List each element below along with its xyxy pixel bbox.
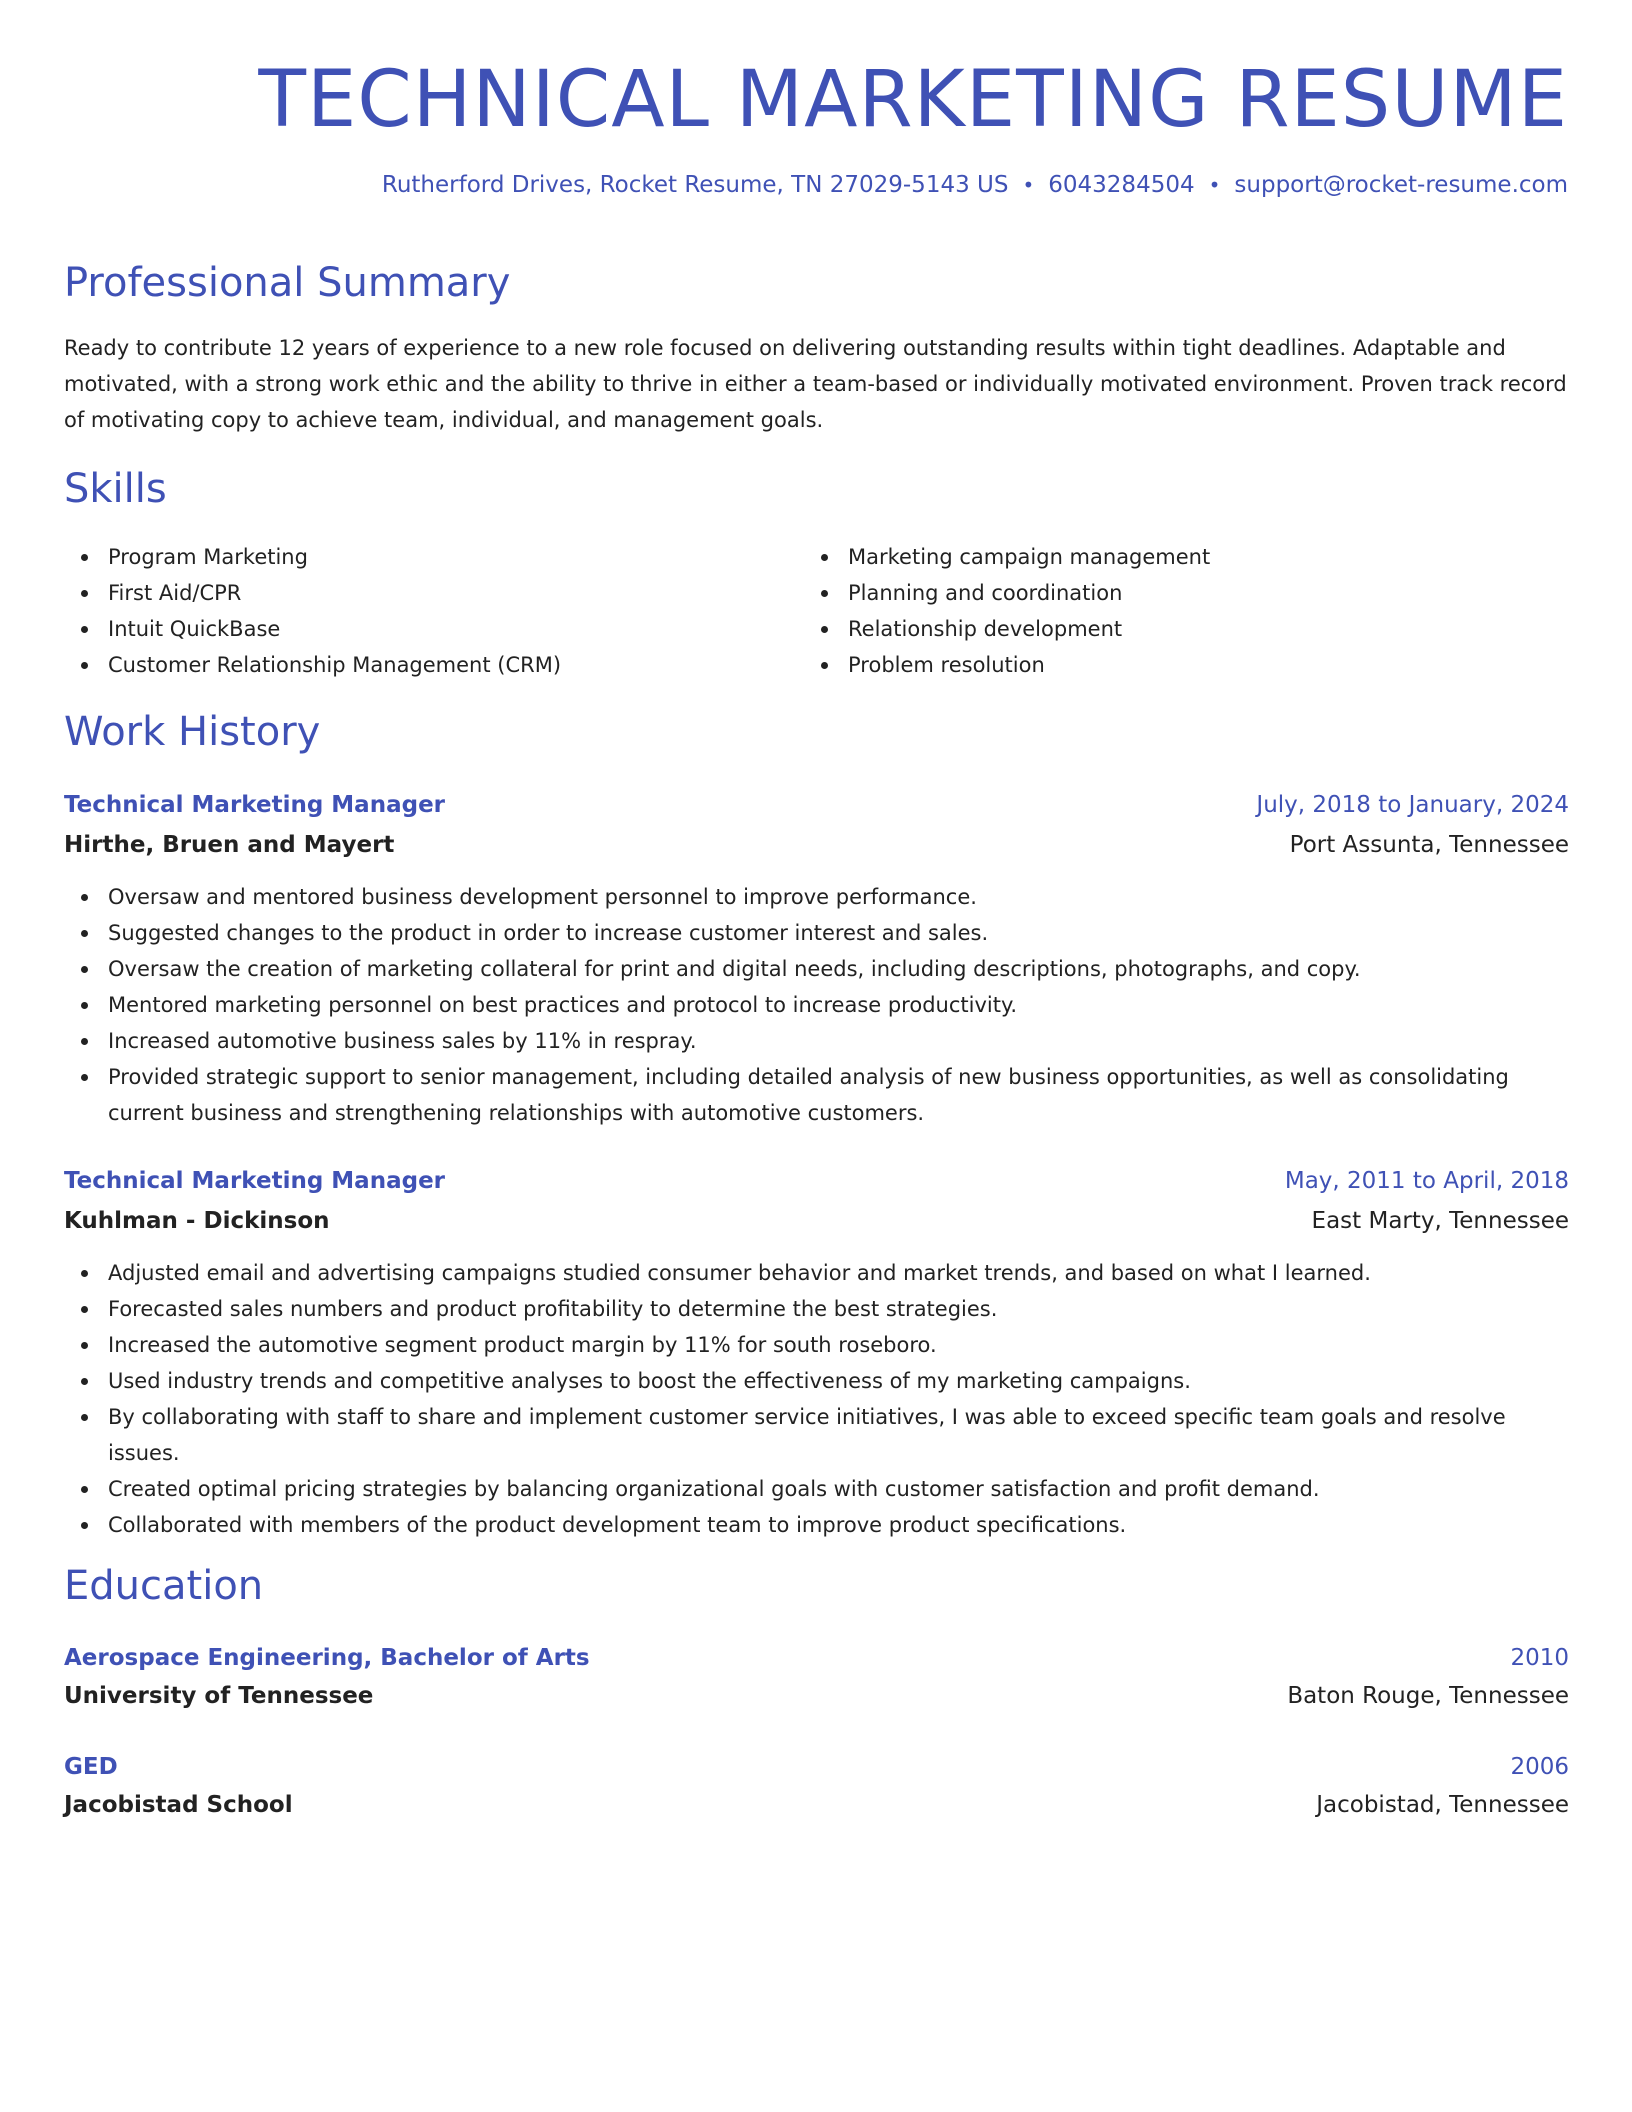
job-company-row <box>64 827 1569 863</box>
job-company: Kuhlman - Dickinson <box>64 1208 330 1234</box>
skill-item: Program Marketing <box>64 539 804 575</box>
job-duty: Created optimal pricing strategies by balancing organizational goals with customer satisfaction and profit demand. <box>64 1471 1569 1507</box>
job-duty: Provided strategic support to senior management, including detailed analysis of new business opportunities, as well as consolidating current business and strengthening relationships with automotive customers. <box>64 1059 1569 1131</box>
contact-email: support@rocket-resume.com <box>1234 172 1568 198</box>
job-duty: Used industry trends and competitive analyses to boost the effectiveness of my marketing campaigns. <box>64 1363 1569 1399</box>
education-degree-row <box>64 1749 1569 1785</box>
job-title: Technical Marketing Manager <box>64 792 446 818</box>
contact-separator: • <box>1208 173 1221 197</box>
skill-item: Relationship development <box>804 611 1544 647</box>
skill-item: Intuit QuickBase <box>64 611 804 647</box>
summary-text: Ready to contribute 12 years of experience to a new role focused on delivering outstanding results within tight deadlines. Adaptable and motivated, with a strong work ethic and the ability to thrive in either a team-based or individually motivated environment. Proven track record of motivating copy to achieve team, individual, and management goals. <box>64 336 1567 432</box>
education-location: Jacobistad, Tennessee <box>1316 1792 1569 1818</box>
education-degree-row <box>64 1640 1569 1676</box>
education-school-row <box>64 1678 1569 1714</box>
job-duty: Forecasted sales numbers and product profitability to determine the best strategies. <box>64 1291 1569 1327</box>
job-duty: Collaborated with members of the product development team to improve product specifications. <box>64 1507 1569 1543</box>
skill-item: Planning and coordination <box>804 575 1544 611</box>
job-location: East Marty, Tennessee <box>1311 1208 1569 1234</box>
education-school-row <box>64 1787 1569 1823</box>
education-degree: GED <box>64 1754 118 1780</box>
education-year: 2006 <box>1510 1754 1569 1780</box>
work-history-heading: Work History <box>64 709 321 755</box>
job-duties-list <box>64 1255 1569 1543</box>
contact-line <box>382 172 1568 198</box>
summary-heading: Professional Summary <box>64 260 511 306</box>
education-year: 2010 <box>1510 1645 1569 1671</box>
job-duties-list <box>64 879 1569 1131</box>
resume-title: TECHNICAL MARKETING RESUME <box>258 55 1568 145</box>
skill-item: First Aid/CPR <box>64 575 804 611</box>
job-title-row <box>64 787 1569 823</box>
contact-address: Rutherford Drives, Rocket Resume, TN 27029-5143 US <box>381 172 1009 198</box>
skills-list <box>64 539 1569 683</box>
job-title-row <box>64 1163 1569 1199</box>
job-duty: Increased the automotive segment product margin by 11% for south roseboro. <box>64 1327 1569 1363</box>
skill-item: Customer Relationship Management (CRM) <box>64 647 804 683</box>
job-duty: Oversaw and mentored business development personnel to improve performance. <box>64 879 1569 915</box>
contact-separator: • <box>1022 173 1035 197</box>
skill-item: Problem resolution <box>804 647 1544 683</box>
skills-heading: Skills <box>64 466 167 512</box>
job-title: Technical Marketing Manager <box>64 1168 446 1194</box>
job-company-row <box>64 1203 1569 1239</box>
skill-item: Marketing campaign management <box>804 539 1544 575</box>
job-dates: May, 2011 to April, 2018 <box>1284 1168 1569 1194</box>
contact-phone: 6043284504 <box>1048 172 1195 198</box>
job-dates: July, 2018 to January, 2024 <box>1256 792 1569 818</box>
job-duty: Mentored marketing personnel on best practices and protocol to increase productivity. <box>64 987 1569 1023</box>
education-degree: Aerospace Engineering, Bachelor of Arts <box>64 1645 590 1671</box>
skills-column-right <box>804 539 1544 683</box>
job-duty: By collaborating with staff to share and implement customer service initiatives, I was able to exceed specific team goals and resolve issues. <box>64 1399 1569 1471</box>
education-heading: Education <box>64 1563 264 1609</box>
job-duty: Oversaw the creation of marketing collateral for print and digital needs, including descriptions, photographs, and copy. <box>64 951 1569 987</box>
job-duty: Suggested changes to the product in order to increase customer interest and sales. <box>64 915 1569 951</box>
job-company: Hirthe, Bruen and Mayert <box>64 832 395 858</box>
job-duty: Adjusted email and advertising campaigns studied consumer behavior and market trends, and based on what I learned. <box>64 1255 1569 1291</box>
job-duty: Increased automotive business sales by 11% in respray. <box>64 1023 1569 1059</box>
job-location: Port Assunta, Tennessee <box>1289 832 1569 858</box>
skills-column-left <box>64 539 804 683</box>
education-location: Baton Rouge, Tennessee <box>1287 1683 1569 1709</box>
education-school: University of Tennessee <box>64 1683 374 1709</box>
education-school: Jacobistad School <box>64 1792 293 1818</box>
